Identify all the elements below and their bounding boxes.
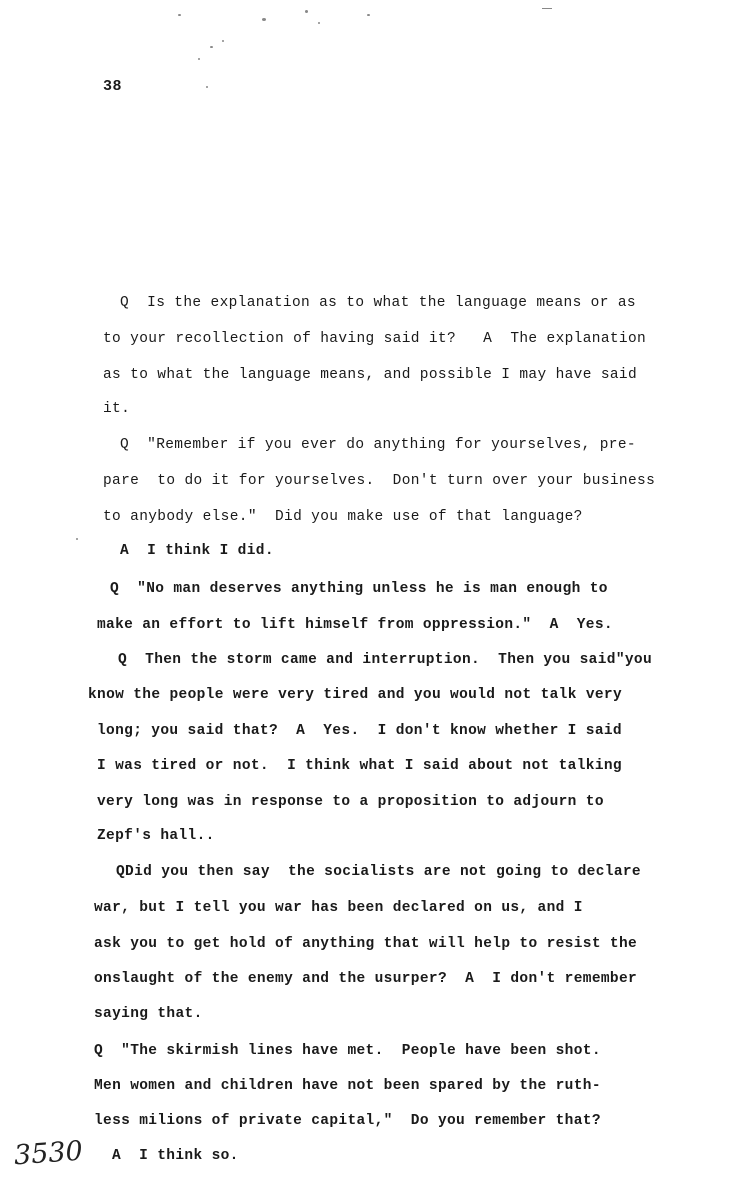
transcript-line: Q Then the storm came and interruption. Then you said"you [118, 652, 653, 668]
scan-speck [76, 538, 78, 540]
transcript-line: Q "The skirmish lines have met. People have been shot. [94, 1043, 601, 1059]
transcript-line: saying that. [94, 1006, 203, 1022]
transcript-line: long; you said that? A Yes. I don't know whether I said [97, 723, 622, 739]
transcript-line: know the people were very tired and you would not talk very [88, 687, 623, 703]
transcript-line: onslaught of the enemy and the usurper? A I don't remember [94, 971, 638, 987]
transcript-line: QDid you then say the socialists are not going to declare [116, 864, 641, 880]
transcript-line: make an effort to lift himself from oppression." A Yes. [97, 617, 613, 633]
transcript-line: less milions of private capital," Do you remember that? [94, 1113, 601, 1129]
transcript-line: Q "No man deserves anything unless he is man enough to [110, 581, 608, 597]
scan-speck [178, 14, 181, 16]
transcript-line: to your recollection of having said it? A The explanation [103, 331, 647, 347]
page-number: 38 [103, 78, 123, 95]
transcript-line: as to what the language means, and possible I may have said [103, 367, 638, 383]
transcript-line: very long was in response to a proposition to adjourn to [97, 794, 604, 810]
scan-speck [542, 8, 552, 9]
scan-speck [222, 40, 224, 42]
transcript-line: I was tired or not. I think what I said about not talking [97, 758, 622, 774]
transcript-line: Zepf's hall.. [97, 828, 215, 844]
scan-speck [206, 86, 208, 88]
transcript-line: Q "Remember if you ever do anything for yourselves, pre- [120, 437, 636, 453]
transcript-line: A I think I did. [120, 543, 274, 559]
transcript-line: pare to do it for yourselves. Don't turn over your business [103, 473, 656, 489]
transcript-line: war, but I tell you war has been declared on us, and I [94, 900, 583, 916]
transcript-line: ask you to get hold of anything that will help to resist the [94, 936, 638, 952]
transcript-line: to anybody else." Did you make use of that language? [103, 509, 583, 525]
scan-speck [318, 22, 320, 24]
handwritten-margin-note: 3530 [13, 1135, 84, 1172]
scan-speck [198, 58, 200, 60]
scan-speck [305, 10, 308, 13]
transcript-line: it. [103, 401, 131, 417]
transcript-line: Q Is the explanation as to what the language means or as [120, 295, 636, 311]
transcript-line: A I think so. [112, 1148, 239, 1164]
scan-speck [367, 14, 370, 16]
scan-speck [210, 46, 213, 48]
transcript-line: Men women and children have not been spared by the ruth- [94, 1078, 601, 1094]
scan-speck [262, 18, 266, 21]
